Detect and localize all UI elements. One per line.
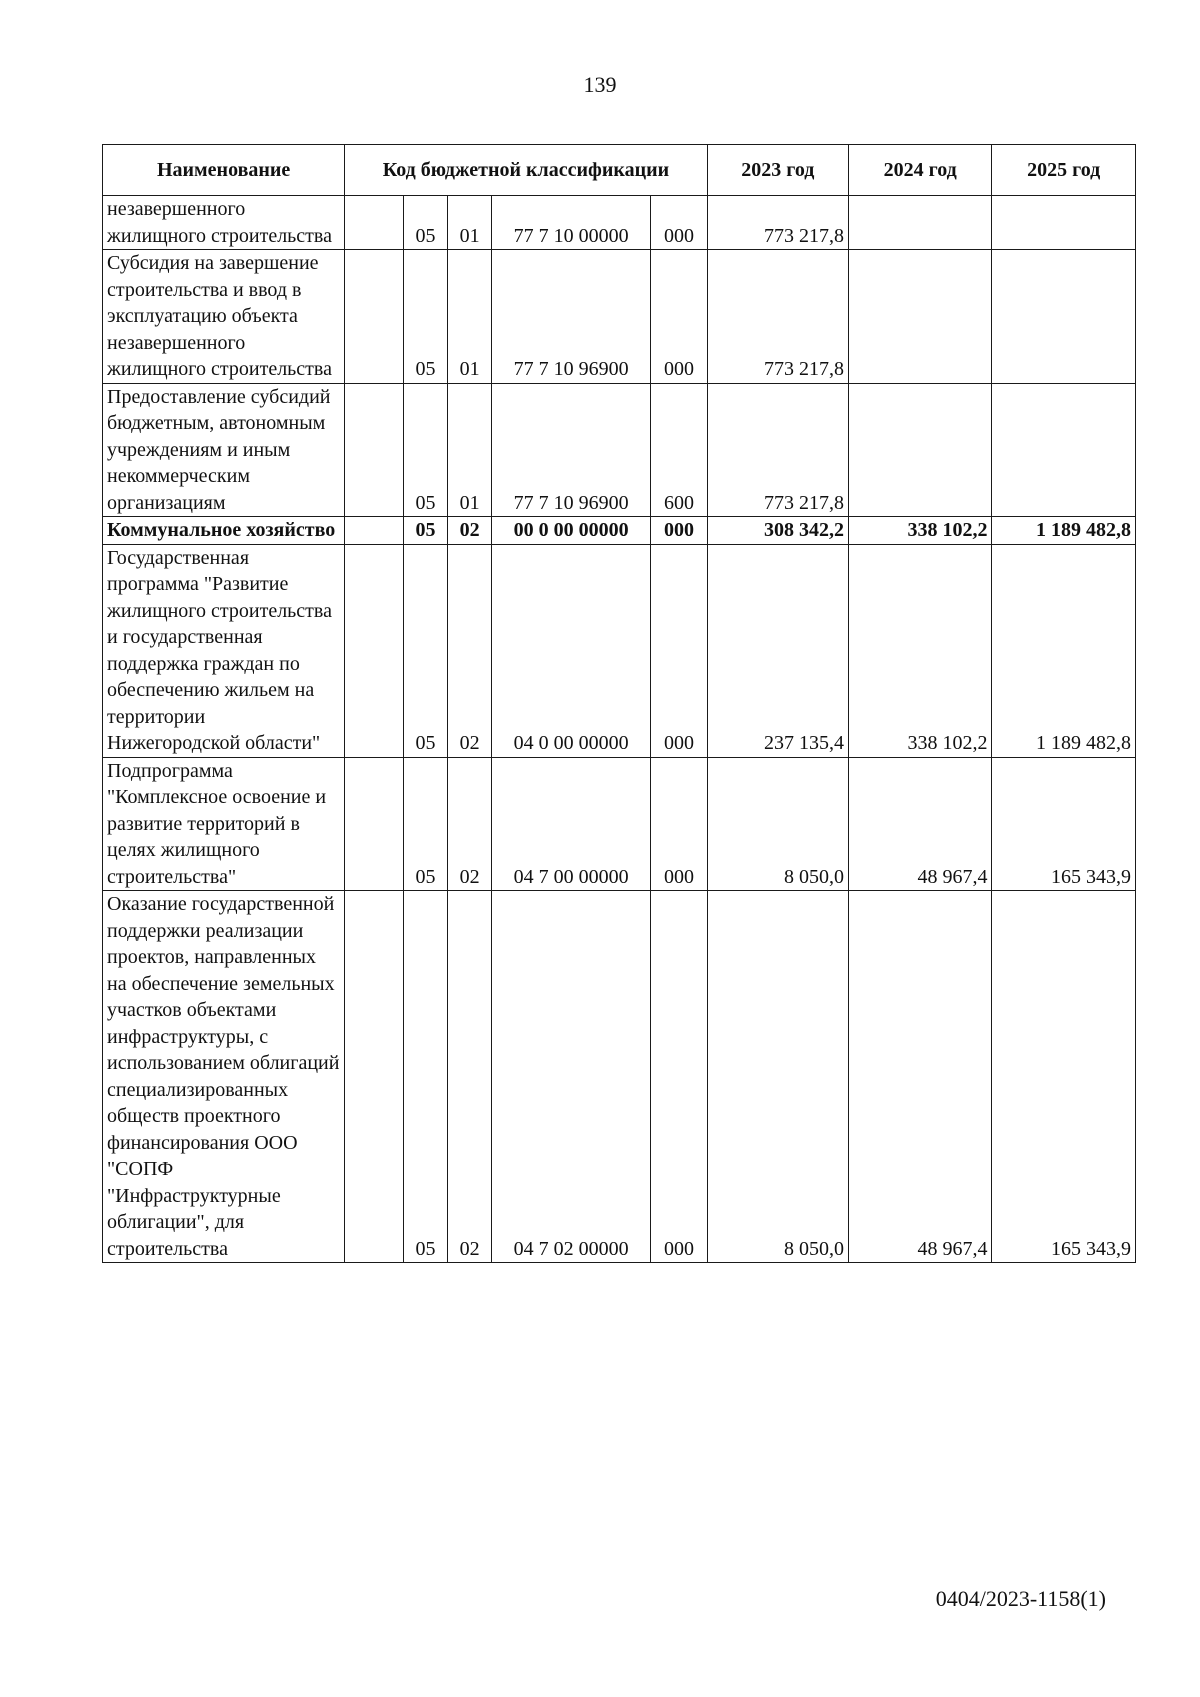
table-row — [103, 196, 1136, 250]
row-code-section: 05 — [403, 544, 448, 757]
row-value-2023: 773 217,8 — [707, 250, 848, 384]
row-code-expense: 000 — [651, 517, 707, 545]
row-value-2025 — [992, 196, 1136, 250]
row-value-2024 — [848, 383, 991, 517]
row-value-2024: 48 967,4 — [848, 891, 991, 1263]
row-name: Оказание государственной поддержки реализации проектов, направленных на обеспечение земельных участков объектами инфраструктуры, с использованием облигаций специализированных обществ проектного финансирования ООО "СОПФ "Инфраструктурные облигации", для строительства — [103, 891, 345, 1263]
row-code-section: 05 — [403, 383, 448, 517]
row-code-1 — [345, 544, 403, 757]
header-2025: 2025 год — [992, 145, 1136, 196]
table-row — [103, 757, 1136, 891]
row-code-subsection: 02 — [448, 757, 492, 891]
row-value-2025: 165 343,9 — [992, 757, 1136, 891]
row-code-1 — [345, 517, 403, 545]
row-code-expense: 600 — [651, 383, 707, 517]
row-code-subsection: 01 — [448, 196, 492, 250]
table-row-section-total — [103, 517, 1136, 545]
row-code-subsection: 02 — [448, 891, 492, 1263]
table-row — [103, 891, 1136, 1263]
row-code-target: 77 7 10 00000 — [491, 196, 650, 250]
row-name: Субсидия на завершение строительства и ввод в эксплуатацию объекта незавершенного жилищного строительства — [103, 250, 345, 384]
row-code-subsection: 01 — [448, 250, 492, 384]
row-code-section: 05 — [403, 517, 448, 545]
budget-table — [102, 144, 1136, 1263]
row-value-2025: 165 343,9 — [992, 891, 1136, 1263]
row-code-expense: 000 — [651, 250, 707, 384]
header-2023: 2023 год — [707, 145, 848, 196]
row-code-target: 04 0 00 00000 — [491, 544, 650, 757]
row-name: Государственная программа "Развитие жилищного строительства и государственная поддержка граждан по обеспечению жильем на территории Нижегородской области" — [103, 544, 345, 757]
row-code-target: 77 7 10 96900 — [491, 383, 650, 517]
row-value-2025 — [992, 383, 1136, 517]
row-code-target: 04 7 00 00000 — [491, 757, 650, 891]
header-name: Наименование — [103, 145, 345, 196]
row-value-2023: 773 217,8 — [707, 383, 848, 517]
row-value-2025 — [992, 250, 1136, 384]
row-value-2025: 1 189 482,8 — [992, 517, 1136, 545]
row-code-expense: 000 — [651, 891, 707, 1263]
table-row — [103, 250, 1136, 384]
row-code-expense: 000 — [651, 544, 707, 757]
row-value-2023: 308 342,2 — [707, 517, 848, 545]
row-value-2024: 338 102,2 — [848, 517, 991, 545]
row-value-2024 — [848, 196, 991, 250]
document-code: 0404/2023-1158(1) — [935, 1586, 1106, 1611]
row-code-expense: 000 — [651, 757, 707, 891]
row-code-1 — [345, 891, 403, 1263]
row-code-target: 00 0 00 00000 — [491, 517, 650, 545]
row-name: Предоставление субсидий бюджетным, автономным учреждениям и иным некоммерческим организациям — [103, 383, 345, 517]
row-code-section: 05 — [403, 757, 448, 891]
header-code: Код бюджетной классификации — [345, 145, 707, 196]
row-value-2025: 1 189 482,8 — [992, 544, 1136, 757]
header-row — [103, 145, 1136, 196]
page-number: 139 — [583, 72, 617, 97]
table-row — [103, 383, 1136, 517]
row-code-section: 05 — [403, 250, 448, 384]
row-code-1 — [345, 250, 403, 384]
row-value-2023: 237 135,4 — [707, 544, 848, 757]
row-code-1 — [345, 383, 403, 517]
row-code-subsection: 02 — [448, 544, 492, 757]
row-code-subsection: 02 — [448, 517, 492, 545]
table-row — [103, 544, 1136, 757]
row-value-2024: 48 967,4 — [848, 757, 991, 891]
row-name: незавершенного жилищного строительства — [103, 196, 345, 250]
row-code-target: 77 7 10 96900 — [491, 250, 650, 384]
row-code-target: 04 7 02 00000 — [491, 891, 650, 1263]
row-code-section: 05 — [403, 891, 448, 1263]
header-2024: 2024 год — [848, 145, 991, 196]
row-value-2023: 8 050,0 — [707, 757, 848, 891]
row-name: Подпрограмма "Комплексное освоение и развитие территорий в целях жилищного строительства" — [103, 757, 345, 891]
row-code-1 — [345, 757, 403, 891]
row-value-2024: 338 102,2 — [848, 544, 991, 757]
row-name: Коммунальное хозяйство — [103, 517, 345, 545]
row-code-section: 05 — [403, 196, 448, 250]
row-value-2023: 8 050,0 — [707, 891, 848, 1263]
row-code-expense: 000 — [651, 196, 707, 250]
row-code-1 — [345, 196, 403, 250]
row-code-subsection: 01 — [448, 383, 492, 517]
row-value-2023: 773 217,8 — [707, 196, 848, 250]
row-value-2024 — [848, 250, 991, 384]
